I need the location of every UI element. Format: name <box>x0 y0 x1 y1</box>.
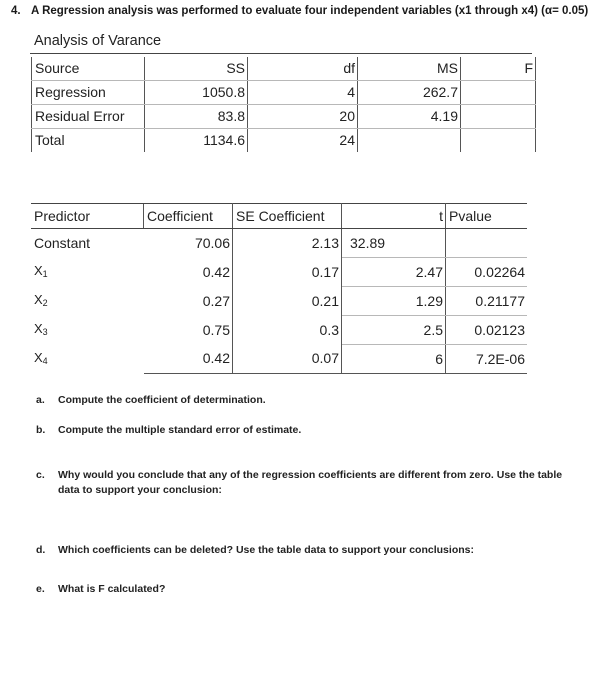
anova-cell-source: Total <box>32 129 145 153</box>
coef-cell-pvalue: 0.02123 <box>446 316 528 345</box>
coef-header-pvalue: Pvalue <box>446 204 528 229</box>
predictor-subscript: 1 <box>42 268 48 279</box>
anova-title: Analysis of Varance <box>34 33 162 49</box>
coefficient-table <box>31 203 527 374</box>
anova-header-source: Source <box>32 57 145 81</box>
part-e-text: What is F calculated? <box>58 583 166 595</box>
anova-cell-ms: 4.19 <box>358 105 461 129</box>
coef-cell-pvalue: 0.02264 <box>446 258 528 287</box>
anova-cell-f <box>461 81 536 105</box>
coef-cell-t: 1.29 <box>342 287 446 316</box>
coef-header-se: SE Coefficient <box>233 204 342 229</box>
coef-row-x3 <box>31 316 527 345</box>
question-text: A Regression analysis was performed to evaluate four independent variables (x1 through x4) (α= 0.05) <box>31 5 589 17</box>
anova-header-df: df <box>248 57 358 81</box>
part-a-letter: a. <box>36 394 45 406</box>
part-d-letter: d. <box>36 544 46 556</box>
part-c-letter: c. <box>36 469 45 481</box>
part-c-text: Why would you conclude that any of the regression coefficients are different from zero. Use the table <box>58 469 563 481</box>
anova-cell-f <box>461 129 536 153</box>
coef-cell-t: 2.47 <box>342 258 446 287</box>
part-b-letter: b. <box>36 424 46 436</box>
coef-cell-pvalue <box>446 229 528 258</box>
anova-cell-df: 24 <box>248 129 358 153</box>
anova-cell-f <box>461 105 536 129</box>
predictor-var: X <box>34 262 43 278</box>
anova-top-rule <box>30 53 532 54</box>
coef-cell-coefficient: 0.42 <box>144 345 233 374</box>
anova-cell-source: Residual Error <box>32 105 145 129</box>
anova-table <box>31 57 536 152</box>
part-d <box>36 543 576 557</box>
coef-cell-se: 0.3 <box>233 316 342 345</box>
anova-cell-df: 4 <box>248 81 358 105</box>
coef-header-predictor: Predictor <box>31 204 144 229</box>
anova-header-ms: MS <box>358 57 461 81</box>
part-a-text: Compute the coefficient of determination. <box>58 394 266 406</box>
part-b-text: Compute the multiple standard error of estimate. <box>58 424 302 436</box>
coef-cell-t: 6 <box>342 345 446 374</box>
anova-cell-ms: 262.7 <box>358 81 461 105</box>
coef-cell-se: 0.21 <box>233 287 342 316</box>
coef-cell-predictor <box>31 316 144 345</box>
part-b <box>36 423 576 437</box>
part-c <box>36 468 586 498</box>
predictor-subscript: 2 <box>42 297 48 308</box>
coef-cell-predictor: Constant <box>34 234 91 251</box>
coef-header-coefficient: Coefficient <box>144 204 233 229</box>
coef-cell-se: 2.13 <box>233 229 342 258</box>
anova-cell-df: 20 <box>248 105 358 129</box>
coef-header-t: t <box>342 204 446 229</box>
coef-cell-coefficient: 0.75 <box>144 316 233 345</box>
anova-row-regression <box>32 81 536 105</box>
coef-row-x4 <box>31 345 527 374</box>
question-header <box>11 5 588 17</box>
question-number: 4. <box>11 5 21 17</box>
anova-row-total <box>32 129 536 153</box>
coef-cell-pvalue: 0.21177 <box>446 287 528 316</box>
coef-cell-se: 0.07 <box>233 345 342 374</box>
part-d-text: Which coefficients can be deleted? Use the table data to support your conclusions: <box>58 544 474 556</box>
anova-header-ss: SS <box>145 57 248 81</box>
anova-header-f: F <box>461 57 536 81</box>
part-e-letter: e. <box>36 583 45 595</box>
predictor-var: X <box>34 291 43 307</box>
coef-cell-predictor <box>31 287 144 316</box>
anova-cell-source: Regression <box>32 81 145 105</box>
coef-cell-pvalue: 7.2E-06 <box>446 345 528 374</box>
coef-cell-coefficient: 70.06 <box>144 229 233 258</box>
anova-header-row <box>32 57 536 81</box>
anova-cell-ss: 1134.6 <box>145 129 248 153</box>
part-c-text-cont: data to support your conclusion: <box>58 484 222 496</box>
coef-row-x1 <box>31 258 527 287</box>
coef-cell-coefficient: 0.42 <box>144 258 233 287</box>
coef-header-row <box>31 204 527 229</box>
anova-cell-ss: 83.8 <box>145 105 248 129</box>
part-a <box>36 393 576 407</box>
anova-row-residual <box>32 105 536 129</box>
coef-cell-predictor <box>31 258 144 287</box>
coef-row-constant <box>31 229 527 258</box>
anova-cell-ss: 1050.8 <box>145 81 248 105</box>
anova-cell-ms <box>358 129 461 153</box>
predictor-subscript: 4 <box>42 355 48 366</box>
predictor-var: X <box>34 320 43 336</box>
predictor-subscript: 3 <box>42 326 48 337</box>
predictor-var: X <box>34 349 43 365</box>
coef-cell-se: 0.17 <box>233 258 342 287</box>
part-e <box>36 582 576 596</box>
coef-cell-t: 32.89 <box>342 229 446 258</box>
coef-row-x2 <box>31 287 527 316</box>
coef-cell-t: 2.5 <box>342 316 446 345</box>
coef-cell-predictor <box>31 345 144 374</box>
coef-cell-coefficient: 0.27 <box>144 287 233 316</box>
